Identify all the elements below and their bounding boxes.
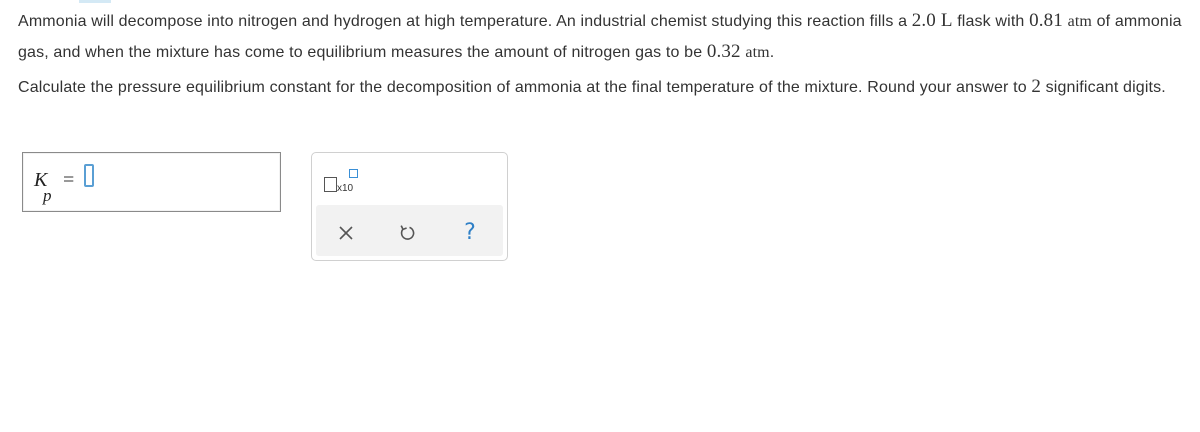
help-button[interactable] <box>458 221 482 245</box>
pressure-unit-1: atm <box>1067 13 1093 30</box>
undo-icon <box>397 223 417 243</box>
top-accent-bar <box>79 0 111 3</box>
instruction-text <box>18 72 1200 103</box>
kp-subscript: p <box>43 186 52 205</box>
scientific-notation-button[interactable] <box>324 167 360 195</box>
help-icon: ? <box>464 220 476 245</box>
question-part-2: flask with <box>952 13 1030 30</box>
scientific-notation-icon <box>324 177 337 192</box>
nitrogen-pressure: 0.32 <box>706 41 741 62</box>
question-part-4: . <box>769 44 775 61</box>
undo-button[interactable] <box>395 221 419 245</box>
answer-input-field[interactable] <box>84 164 94 187</box>
clear-button[interactable] <box>334 221 358 245</box>
math-tool-panel <box>311 152 508 261</box>
exponent-box-icon <box>349 169 358 178</box>
significant-digits-count: 2 <box>1031 76 1042 97</box>
question-part-3: of ammonia gas, and when the mixture has come to equilibrium measures the amount of nitrogen gas to be <box>18 13 1182 61</box>
question-part-1: Ammonia will decompose into nitrogen and hydrogen at high temperature. An industrial chemist studying this reaction fills a <box>18 13 912 30</box>
equals-sign: = <box>63 169 75 191</box>
question-text <box>18 6 1198 68</box>
kp-variable: K <box>34 169 48 191</box>
pressure-unit-2: atm <box>745 44 770 61</box>
clear-icon <box>338 225 354 241</box>
instruction-before: Calculate the pressure equilibrium constant for the decomposition of ammonia at the final temperature of the mixture. Round your answer to <box>18 79 1032 96</box>
answer-input-box[interactable] <box>22 152 281 212</box>
x10-label: x10 <box>337 183 354 194</box>
initial-ammonia-pressure: 0.81 <box>1029 10 1063 31</box>
instruction-after: significant digits. <box>1041 79 1166 96</box>
flask-volume: 2.0 L <box>911 10 953 31</box>
